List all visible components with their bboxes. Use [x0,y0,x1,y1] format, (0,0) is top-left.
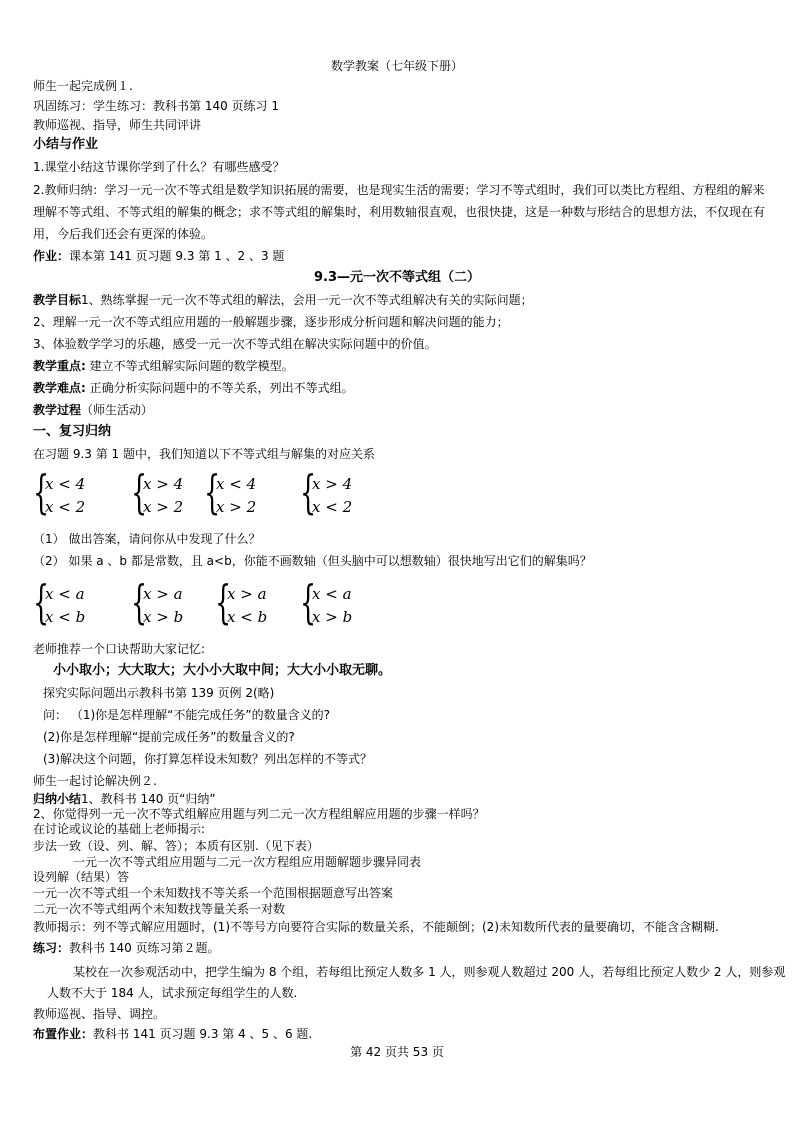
inequality-bottom: x < 2 [45,498,86,516]
practice-problem: 人数不大于 184 人，试求预定每组学生的人数. [47,986,298,1000]
table-caption: 一元一次不等式组应用题与二元一次方程组应用题解题步骤异同表 [73,855,422,869]
homework-label: 作业： [33,249,70,263]
assign-label: 布置作业： [33,1027,94,1041]
inequality-bottom: x < b [45,608,86,626]
inequality-top: x < a [312,585,352,603]
practice-label: 练习： [33,941,70,955]
left-brace-icon: { [131,465,148,519]
inequality-system [33,465,103,519]
guide-line: 教师巡视、指导、调控。 [33,1007,166,1021]
key-point-text: 建立不等式组解实际问题的数学模型。 [89,359,294,373]
summary-item: 1.课堂小结这节课你学到了什么？有哪些感受？ [33,160,285,174]
explore-question [43,707,330,723]
explore-line: 探究实际问题出示教科书第 139 页例 2(略) [43,686,275,700]
left-brace-icon: { [204,465,221,519]
inequality-bottom: x > b [143,608,184,626]
process-text: （师生活动） [81,403,154,417]
left-brace-icon: { [131,575,148,629]
inequality-bottom: x > 2 [216,498,257,516]
inequality-system [131,575,201,629]
difficulty-label: 教学难点: [33,381,86,395]
inequality-system [33,575,103,629]
inequality-bottom: x > b [312,608,353,626]
induction-line: 2、你觉得列一元一次不等式组解应用题与列二元一次方程组解应用题的步骤一样吗？ [33,807,485,821]
review-question: （1） 做出答案，请问你从中发现了什么？ [33,532,261,546]
inequality-top: x < 4 [45,475,86,493]
goals-label: 教学目标 [33,293,82,307]
mnemonic-text: 小小取小；大大取大；大小小大取中间；大大小小取无聊。 [53,663,392,678]
inequality-bottom: x < b [227,608,268,626]
inequality-top: x > a [227,585,267,603]
question-label: 问： [43,708,68,722]
induction-text: 1、教科书 140 页“归纳” [81,792,216,806]
goals-line: 2、理解一元一次不等式组应用题的一般解题步骤，逐步形成分析问题和解决问题的能力； [33,315,509,329]
goals-line [33,292,533,308]
inequality-system [204,465,274,519]
difficulty-text: 正确分析实际问题中的不等关系，列出不等式组。 [89,381,354,395]
summary-item: 2.教师归纳：学习一元一次不等式组是数学知识拓展的需要，也是现实生活的需要；学习不等式组时，我们可以类比方程组、方程组的解来 [33,183,765,197]
table-row: 设列解（结果）答 [33,870,130,884]
homework-text: 课本第 141 页习题 9.3 第 1 、2 、3 题 [69,249,285,263]
left-brace-icon: { [300,465,317,519]
process-label: 教学过程 [33,403,82,417]
induction-line: 步法一致（设、列、解、答）；本质有区别.（见下表） [33,839,319,853]
inequality-top: x > 4 [312,475,353,493]
summary-item: 理解不等式组、不等式组的解集的概念；求不等式组的解集时，利用数轴很直观，也很快捷，这是一种数与形结合的思想方法，不仅现在有 [33,205,766,219]
question-text: （1)你是怎样理解“不能完成任务”的数量含义的? [70,708,330,722]
mnemonic-intro: 老师推荐一个口诀帮助大家记忆: [33,642,206,656]
reveal-line: 教师揭示：列不等式解应用题时，(1)不等号方向要符合实际的数量关系，不能颠倒；(2)未知数所代表的量要确切，不能含含糊糊. [33,920,719,934]
left-brace-icon: { [215,575,232,629]
goals-line: 3、体验数学学习的乐趣，感受一元一次不等式组在解决实际问题中的价值。 [33,337,437,351]
inequality-system [215,575,285,629]
discuss-line: 师生一起讨论解决例２. [33,774,157,788]
assign-line [33,1026,312,1042]
page-footer: 第 42 页共 53 页 [350,1045,444,1059]
practice-text: 教科书 140 页练习第２题。 [69,941,220,955]
review-intro: 在习题 9.3 第 1 题中，我们知道以下不等式组与解集的对应关系 [33,447,375,461]
text-line: 教师巡视、指导，师生共同评讲 [33,118,202,132]
process-line [33,402,153,418]
review-heading: 一、复习归纳 [33,424,112,439]
review-question: （2） 如果 a 、b 都是常数，且 a<b，你能不画数轴（但头脑中可以想数轴）很快地写出它们的解集吗？ [33,554,592,568]
inequality-top: x < 4 [216,475,257,493]
goals-text: 1、熟练掌握一元一次不等式组的解法，会用一元一次不等式组解决有关的实际问题； [81,293,533,307]
left-brace-icon: { [33,465,50,519]
practice-problem: 某校在一次参观活动中，把学生编为 8 个组，若每组比预定人数多 1 人，则参观人数超过 200 人，若每组比预定人数少 2 人，则参观 [73,965,786,979]
inequality-bottom: x > 2 [143,498,184,516]
assign-text: 教科书 141 页习题 9.3 第 4 、5 、6 题. [93,1027,313,1041]
inequality-top: x > 4 [143,475,184,493]
text-line: 巩固练习：学生练习：教科书第 140 页练习 1 [33,99,279,113]
left-brace-icon: { [300,575,317,629]
explore-question: (2)你是怎样理解“提前完成任务”的数量含义的? [43,730,295,744]
summary-heading: 小结与作业 [33,137,99,152]
difficulty-line [33,380,354,396]
inequality-bottom: x < 2 [312,498,353,516]
explore-question: (3)解决这个问题，你打算怎样设未知数？列出怎样的不等式？ [43,752,373,766]
inequality-top: x > a [143,585,183,603]
inequality-top: x < a [45,585,85,603]
homework-line [33,248,284,264]
table-row: 二元一次不等式组两个未知数找等量关系一对数 [33,902,286,916]
induction-label: 归纳小结 [33,792,82,806]
text-line: 师生一起完成例１. [33,79,133,93]
inequality-system [300,465,370,519]
table-row: 一元一次不等式组一个未知数找不等关系一个范围根据题意写出答案 [33,886,394,900]
summary-item: 用，今后我们还会有更深的体验。 [33,227,214,241]
page-header-title: 数学教案（七年级下册） [330,59,463,73]
key-point-line [33,358,294,374]
key-point-label: 教学重点: [33,359,86,373]
inequality-system [300,575,370,629]
practice-line [33,940,220,956]
induction-line: 在讨论或议论的基础上老师揭示: [33,822,206,836]
induction-line [33,791,216,807]
left-brace-icon: { [33,575,50,629]
inequality-system [131,465,201,519]
section-title: 9.3—元一次不等式组（二） [313,270,481,285]
